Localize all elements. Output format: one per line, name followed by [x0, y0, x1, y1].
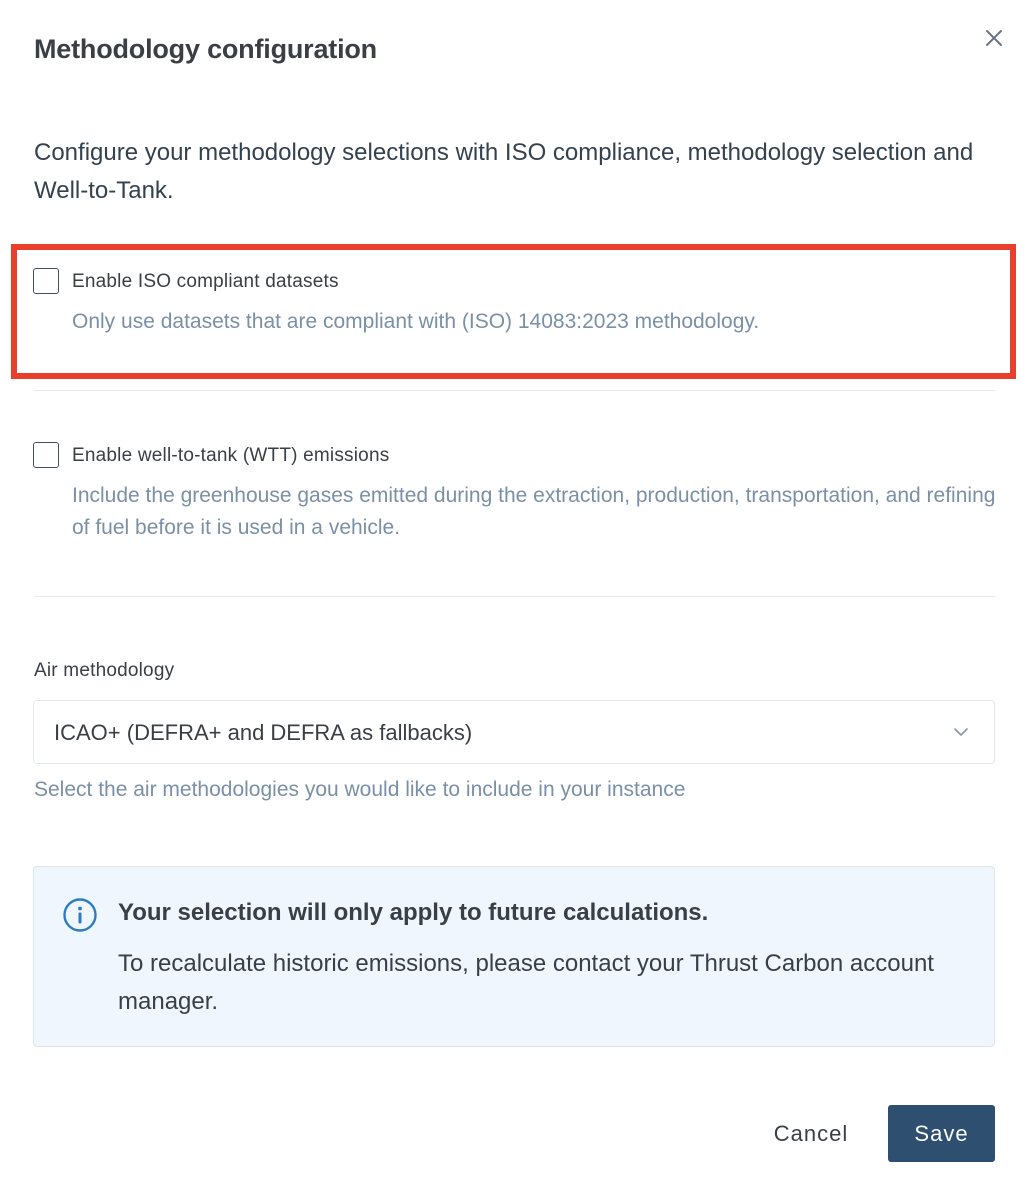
iso-compliant-label: Enable ISO compliant datasets: [72, 271, 339, 292]
divider: [34, 596, 995, 597]
cancel-button[interactable]: Cancel: [752, 1106, 870, 1162]
air-methodology-helper: Select the air methodologies you would like to include in your instance: [34, 778, 686, 801]
wtt-emissions-label: Enable well-to-tank (WTT) emissions: [72, 445, 390, 466]
close-button[interactable]: [980, 24, 1008, 52]
info-callout: [33, 866, 995, 1047]
modal-intro: Configure your methodology selections with ISO compliance, methodology selection and Well-to-Tank.: [34, 139, 974, 204]
close-icon: [980, 24, 1008, 52]
air-methodology-select[interactable]: [33, 700, 995, 764]
save-button[interactable]: Save: [888, 1105, 995, 1162]
chevron-down-icon: [950, 721, 972, 743]
modal-title: Methodology configuration: [34, 34, 377, 64]
wtt-emissions-checkbox[interactable]: [33, 442, 59, 468]
info-icon: [62, 897, 98, 933]
info-title: Your selection will only apply to future calculations.: [118, 899, 709, 926]
air-methodology-label: Air methodology: [34, 660, 175, 681]
air-methodology-selected-value: ICAO+ (DEFRA+ and DEFRA as fallbacks): [54, 720, 473, 745]
info-body: To recalculate historic emissions, please contact your Thrust Carbon account manager.: [118, 950, 934, 1015]
wtt-emissions-description: Include the greenhouse gases emitted during the extraction, production, transportation, and refining of fuel before it is used in a vehicle.: [72, 484, 996, 539]
iso-compliant-checkbox[interactable]: [33, 268, 59, 294]
iso-compliant-description: Only use datasets that are compliant with (ISO) 14083:2023 methodology.: [72, 310, 760, 333]
divider: [34, 390, 995, 391]
